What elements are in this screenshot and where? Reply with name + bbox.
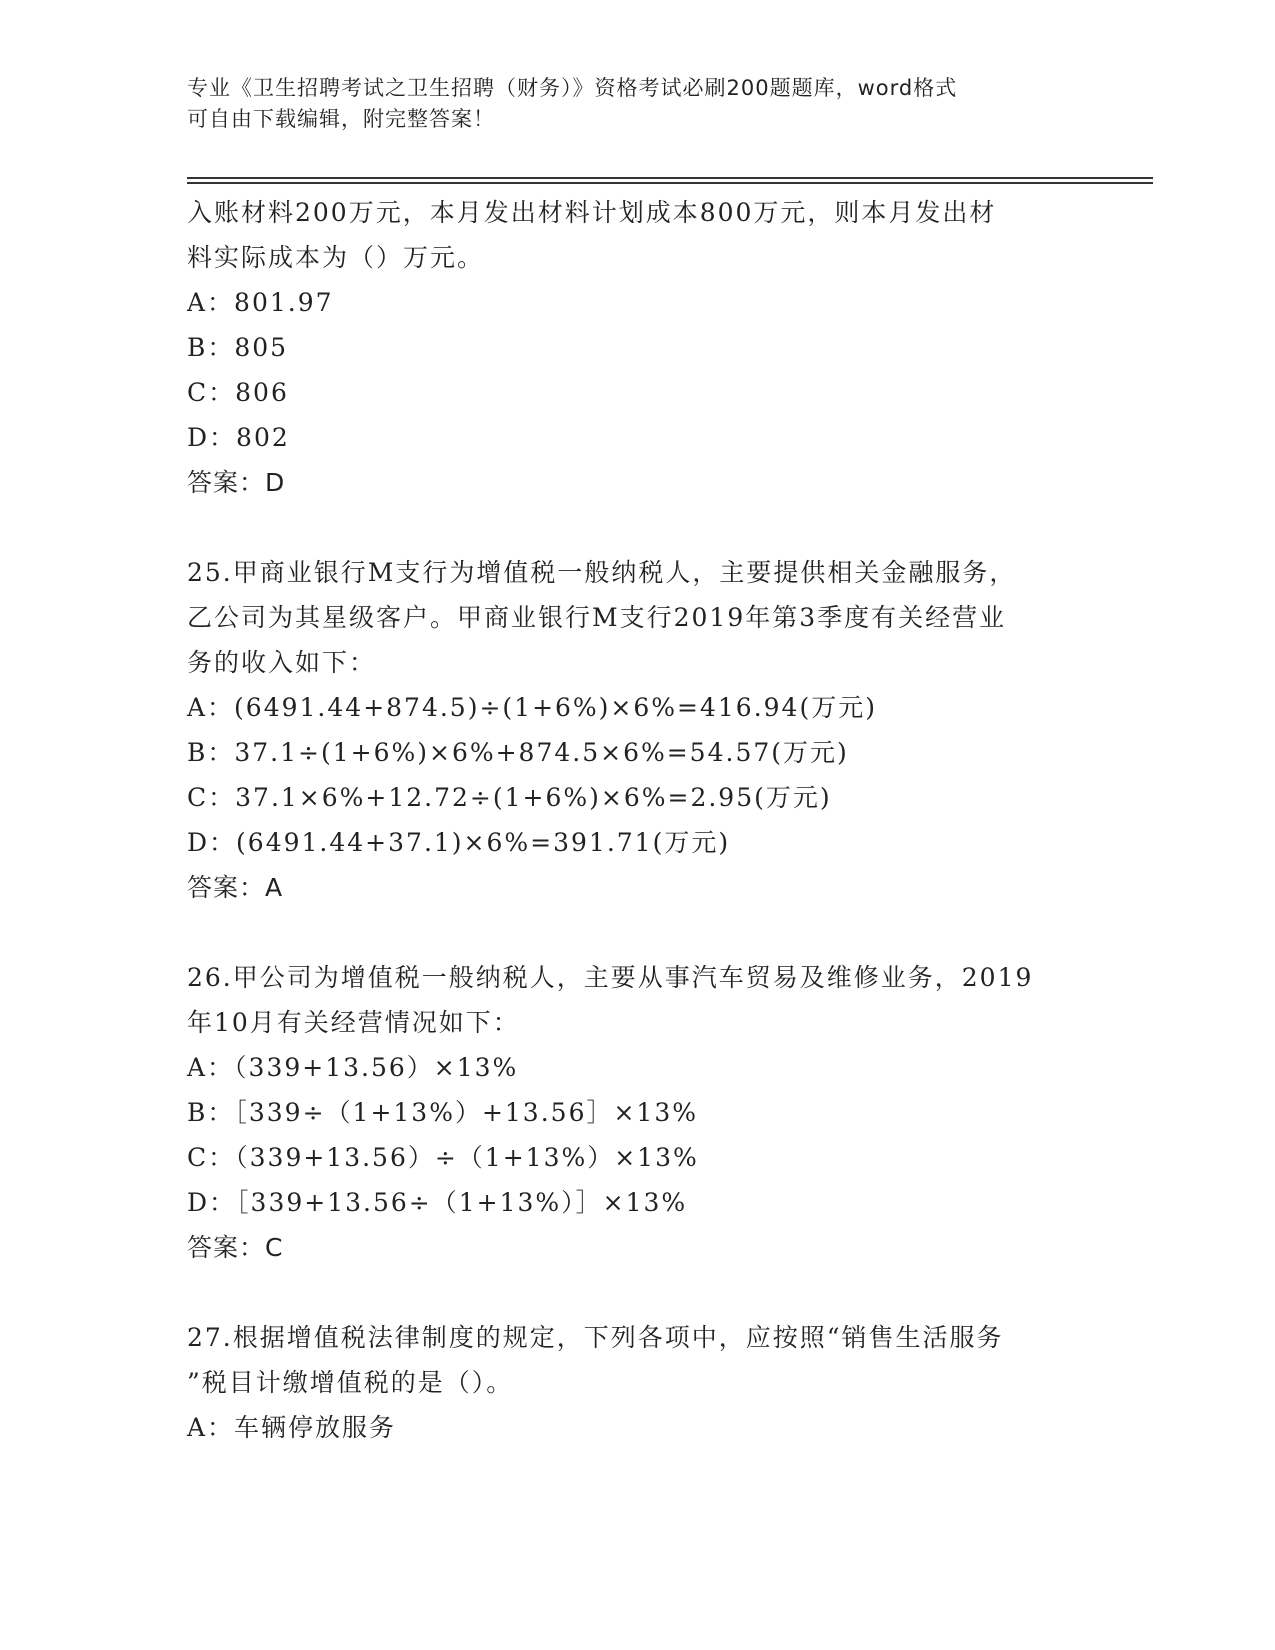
page-header bbox=[187, 73, 1067, 135]
question-25-answer: 答案：A bbox=[187, 873, 284, 902]
question-27-option-a: A：车辆停放服务 bbox=[187, 1413, 397, 1442]
question-24-option-b: B：805 bbox=[187, 333, 289, 362]
question-27 bbox=[187, 1315, 1087, 1450]
question-content bbox=[187, 190, 1087, 1450]
question-26-stem-line-1: 26.甲公司为增值税一般纳税人，主要从事汽车贸易及维修业务，2019 bbox=[187, 963, 1034, 992]
question-24-option-a: A：801.97 bbox=[187, 288, 334, 317]
question-27-stem-line-1: 27.根据增值税法律制度的规定，下列各项中，应按照“销售生活服务 bbox=[187, 1323, 1004, 1352]
question-27-stem-line-2: ”税目计缴增值税的是（）。 bbox=[187, 1368, 514, 1397]
question-26-answer: 答案：C bbox=[187, 1233, 284, 1262]
question-25-stem-line-3: 务的收入如下： bbox=[187, 648, 377, 677]
header-divider-bottom bbox=[187, 182, 1153, 184]
question-26-option-c: C：（339+13.56）÷（1+13%）×13% bbox=[187, 1143, 699, 1172]
question-25-stem-line-1: 25.甲商业银行M支行为增值税一般纳税人，主要提供相关金融服务， bbox=[187, 558, 1017, 587]
question-26-option-d: D：［339+13.56÷（1+13%）］×13% bbox=[187, 1188, 688, 1217]
header-divider-top bbox=[187, 177, 1153, 179]
question-24-answer: 答案：D bbox=[187, 468, 286, 497]
question-25-option-d: D：(6491.44+37.1)×6%=391.71(万元) bbox=[187, 828, 731, 857]
question-24-option-d: D：802 bbox=[187, 423, 290, 452]
question-26-option-b: B：［339÷（1+13%）+13.56］×13% bbox=[187, 1098, 698, 1127]
question-25 bbox=[187, 550, 1087, 910]
question-24-option-c: C：806 bbox=[187, 378, 289, 407]
question-24 bbox=[187, 190, 1087, 505]
question-24-stem-line-1: 入账材料200万元，本月发出材料计划成本800万元，则本月发出材 bbox=[187, 198, 997, 227]
question-26-option-a: A：（339+13.56）×13% bbox=[187, 1053, 519, 1082]
question-24-stem-line-2: 料实际成本为（）万元。 bbox=[187, 243, 485, 272]
spacer bbox=[187, 505, 1087, 550]
question-25-option-c: C：37.1×6%+12.72÷(1+6%)×6%=2.95(万元) bbox=[187, 783, 832, 812]
spacer bbox=[187, 910, 1087, 955]
header-title-line-2: 可自由下载编辑，附完整答案！ bbox=[187, 107, 495, 131]
spacer bbox=[187, 1270, 1087, 1315]
question-25-option-b: B：37.1÷(1+6%)×6%+874.5×6%=54.57(万元) bbox=[187, 738, 849, 767]
question-25-stem-line-2: 乙公司为其星级客户。甲商业银行M支行2019年第3季度有关经营业 bbox=[187, 603, 1007, 632]
question-26 bbox=[187, 955, 1087, 1270]
header-title-line-1: 专业《卫生招聘考试之卫生招聘（财务）》资格考试必刷200题题库，word格式 bbox=[187, 76, 958, 100]
question-25-option-a: A：(6491.44+874.5)÷(1+6%)×6%=416.94(万元) bbox=[187, 693, 877, 722]
question-26-stem-line-2: 年10月有关经营情况如下： bbox=[187, 1008, 520, 1037]
